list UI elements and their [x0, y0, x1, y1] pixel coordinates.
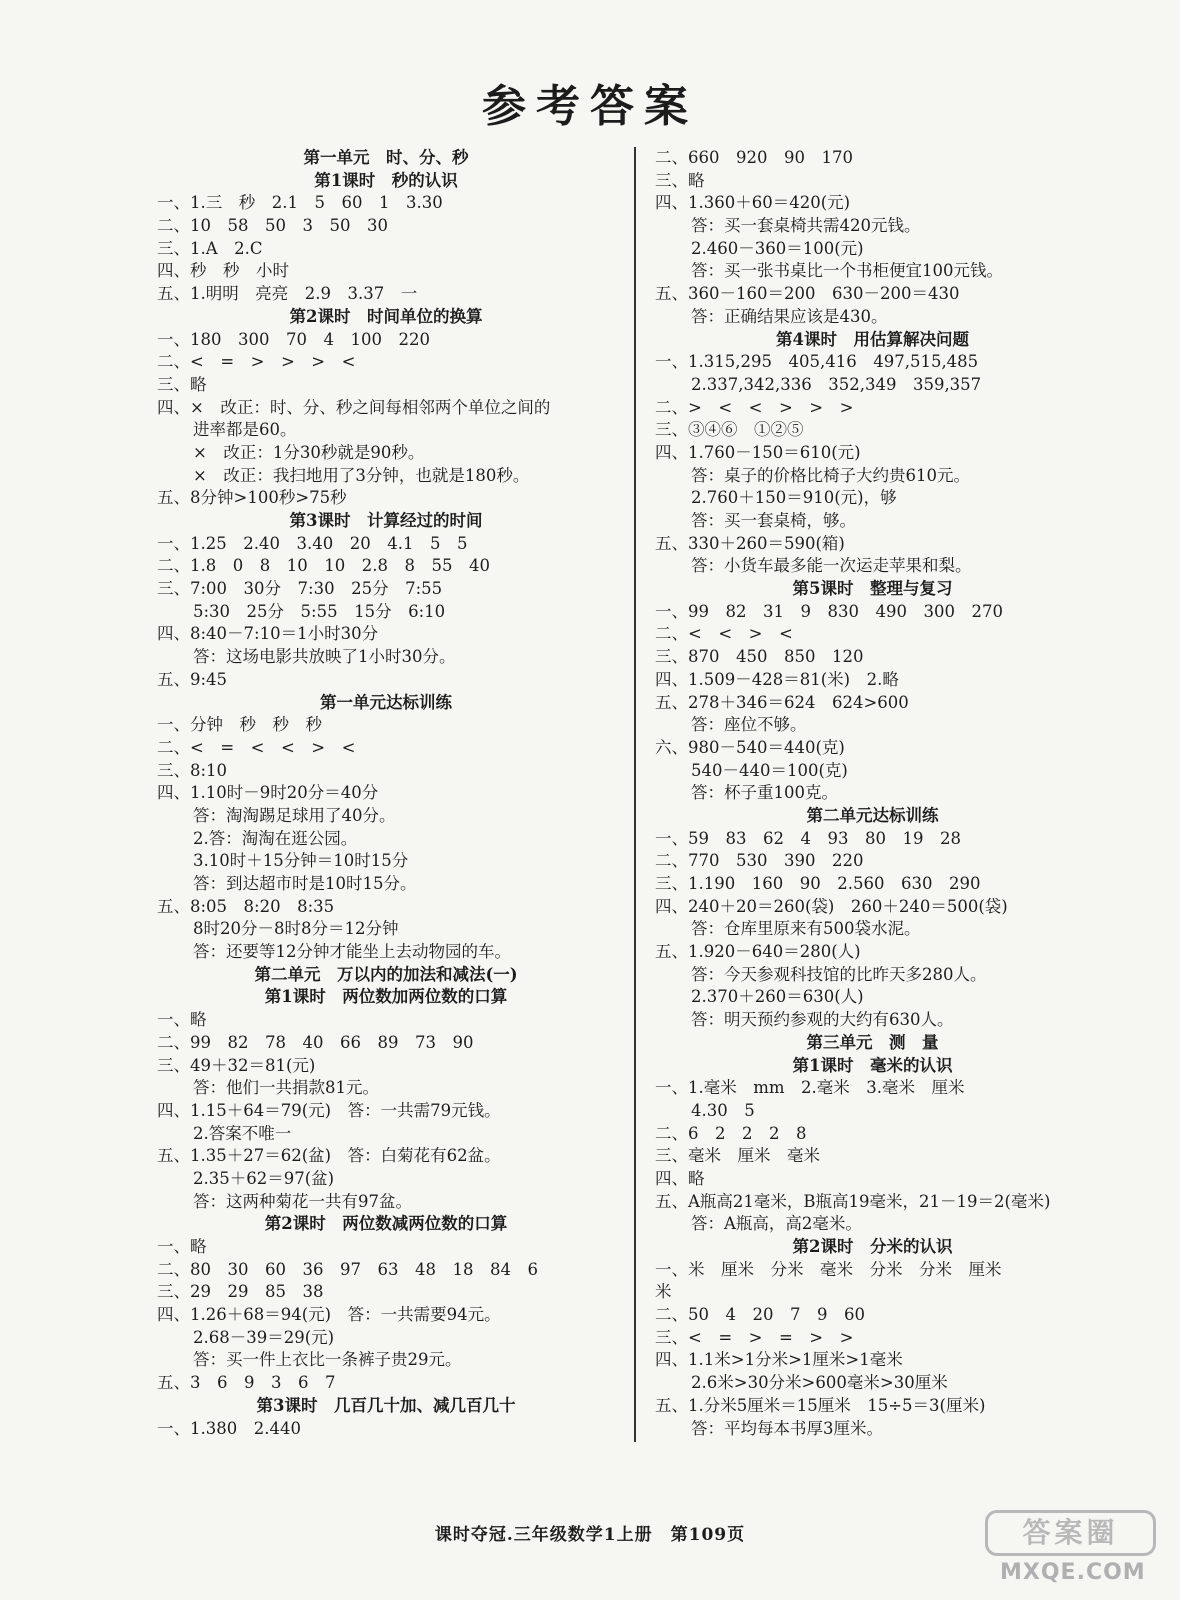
answer-line: 二、80 30 60 36 97 63 48 18 84 6: [157, 1259, 538, 1279]
answer-line: 五、1.35＋27＝62(盆) 答：白菊花有62盆。: [157, 1146, 501, 1166]
answer-line: 一、1.315,295 405,416 497,515,485: [655, 352, 979, 372]
answer-line: 一、59 83 62 4 93 80 19 28: [655, 828, 961, 848]
answer-line: 一、1.三 秒 2.1 5 60 1 3.30: [157, 193, 443, 213]
page-title: 参考答案: [482, 81, 698, 132]
answer-line: 三、29 29 85 38: [157, 1282, 324, 1302]
answer-line: × 改正：1分30秒就是90秒。: [193, 442, 425, 462]
answer-line: 五、A瓶高21毫米，B瓶高19毫米，21－19＝2(毫米): [655, 1191, 1051, 1211]
answer-line: 二、660 920 90 170: [655, 148, 853, 167]
answer-line: 2.460－360＝100(元): [691, 238, 864, 258]
answer-line: 三、1.190 160 90 2.560 630 290: [655, 874, 981, 893]
answer-line: 米: [655, 1282, 672, 1302]
answer-line: 2.760＋150＝910(元)，够: [691, 488, 897, 508]
answer-line: 2.68－39＝29(元): [193, 1327, 335, 1347]
answer-line: 540－440＝100(克): [691, 760, 848, 780]
answer-line: 答：今天参观科技馆的比昨天多280人。: [691, 964, 987, 984]
answer-line: 答：小货车最多能一次运走苹果和梨。: [691, 556, 972, 576]
answer-line: 答：买一张书桌比一个书柜便宜100元钱。: [691, 261, 1003, 281]
answer-line: 二、50 4 20 7 9 60: [655, 1305, 865, 1325]
answer-line: 三、毫米 厘米 毫米: [655, 1146, 820, 1166]
section-heading: 第5课时 整理与复习: [792, 579, 953, 599]
answer-line: 四、略: [655, 1168, 705, 1188]
answer-line: 二、> < < > > >: [655, 397, 854, 417]
answer-line: 一、180 300 70 4 100 220: [157, 329, 430, 349]
answer-line: 四、× 改正：时、分、秒之间每相邻两个单位之间的: [157, 397, 551, 417]
answer-line: 五、330＋260＝590(箱): [655, 533, 845, 553]
answer-line: 答：还要等12分钟才能坐上去动物园的车。: [193, 942, 511, 962]
answer-line: 2.6米>30分米>600毫米>30厘米: [691, 1373, 948, 1393]
answer-line: 三、49＋32＝81(元): [157, 1055, 316, 1075]
answer-line: 三、870 450 850 120: [655, 647, 864, 667]
answer-line: 二、770 530 390 220: [655, 851, 864, 871]
answer-column-right: [655, 147, 1090, 1440]
answer-line: 5:30 25分 5:55 15分 6:10: [193, 601, 446, 621]
section-heading: 第3课时 几百几十加、减几百几十: [256, 1395, 516, 1415]
answer-line: 一、米 厘米 分米 毫米 分米 分米 厘米: [655, 1259, 1002, 1279]
section-heading: 第2课时 分米的认识: [792, 1237, 953, 1256]
watermark-url: MXQE.COM: [1000, 1560, 1146, 1585]
answer-line: 四、1.360＋60＝420(元): [655, 193, 851, 213]
answer-line: 答：桌子的价格比椅子大约贵610元。: [691, 465, 970, 485]
answer-line: 五、9:45: [157, 669, 228, 689]
answer-line: 4.30 5: [691, 1100, 755, 1120]
answer-line: 答：淘淘踢足球用了40分。: [193, 805, 396, 825]
section-heading: 第3课时 计算经过的时间: [289, 511, 483, 530]
answer-line: 四、1.15＋64＝79(元) 答：一共需79元钱。: [157, 1100, 501, 1120]
section-heading: 第二单元 万以内的加法和减法(一): [254, 964, 518, 984]
section-heading: 第2课时 时间单位的换算: [289, 306, 483, 326]
answer-line: 2.35＋62＝97(盆): [193, 1168, 335, 1188]
answer-line: 一、略: [157, 1237, 207, 1256]
column-divider: [634, 147, 636, 1442]
answer-line: 四、8:40－7:10＝1小时30分: [157, 624, 379, 644]
answer-line: 四、1.760－150＝610(元): [655, 442, 861, 462]
answer-line: 三、8:10: [157, 760, 228, 780]
answer-line: 五、360－160＝200 630－200＝430: [655, 284, 960, 304]
watermark-logo: 答案圈: [985, 1510, 1156, 1556]
answer-line: 2.答：淘淘在逛公园。: [193, 828, 358, 848]
answer-line: 3.10时＋15分钟＝10时15分: [193, 851, 409, 871]
answer-line: 四、240＋20＝260(袋) 260＋240＝500(袋): [655, 896, 1008, 916]
answer-line: 四、秒 秒 小时: [157, 261, 289, 281]
answer-line: 答：座位不够。: [691, 715, 807, 735]
answer-line: 答：到达超市时是10时15分。: [193, 874, 417, 893]
answer-line: 六、980－540＝440(克): [655, 737, 845, 757]
answer-line: 答：买一套桌椅，够。: [691, 511, 856, 530]
answer-line: 五、3 6 9 3 6 7: [157, 1373, 336, 1393]
answer-line: 四、1.1米>1分米>1厘米>1毫米: [655, 1350, 903, 1370]
answer-column-left: [157, 147, 615, 1440]
answer-line: 二、99 82 78 40 66 89 73 90: [157, 1032, 474, 1052]
section-heading: 第一单元 时、分、秒: [303, 148, 469, 167]
answer-line: 三、7:00 30分 7:30 25分 7:55: [157, 579, 443, 599]
answer-line: 答：明天预约参观的大约有630人。: [691, 1010, 954, 1030]
answer-line: 二、1.8 0 8 10 10 2.8 8 55 40: [157, 556, 490, 576]
section-heading: 第4课时 用估算解决问题: [776, 329, 969, 349]
answer-line: 一、1.25 2.40 3.40 20 4.1 5 5: [157, 533, 468, 553]
answer-line: 答：A瓶高，高2毫米。: [691, 1214, 862, 1234]
answer-line: 答：这场电影共放映了1小时30分。: [193, 647, 456, 667]
answer-line: 四、1.10时－9时20分＝40分: [157, 783, 379, 803]
page-footer: 课时夺冠.三年级数学1上册 第109页: [434, 1525, 746, 1545]
answer-line: 二、6 2 2 2 8: [655, 1123, 807, 1143]
section-heading: 第二单元达标训练: [806, 805, 939, 825]
section-heading: 第1课时 毫米的认识: [792, 1055, 953, 1075]
answer-line: 答：他们一共捐款81元。: [193, 1078, 379, 1098]
answer-line: 答：这两种菊花一共有97盆。: [193, 1191, 412, 1211]
answer-line: 2.答案不唯一: [193, 1123, 292, 1143]
section-heading: 第1课时 秒的认识: [314, 170, 458, 190]
answer-line: 五、8分钟>100秒>75秒: [157, 488, 347, 508]
section-heading: 第三单元 测 量: [806, 1032, 939, 1052]
answer-line: 三、1.A 2.C: [157, 238, 263, 258]
answer-line: 五、1.明明 亮亮 2.9 3.37 一: [157, 284, 418, 304]
answer-line: 一、分钟 秒 秒 秒: [157, 715, 322, 735]
answer-line: 五、1.分米5厘米＝15厘米 15÷5＝3(厘米): [655, 1395, 986, 1415]
answer-line: 2.370＋260＝630(人): [691, 987, 864, 1007]
answer-line: 三、< = > = > >: [655, 1327, 854, 1347]
answer-line: 答：仓库里原来有500袋水泥。: [691, 919, 921, 939]
answer-line: 答：平均每本书厚3厘米。: [691, 1418, 883, 1438]
answer-line: 答：杯子重100克。: [691, 783, 838, 803]
answer-line: 四、1.509－428＝81(米) 2.略: [655, 669, 899, 689]
answer-line: 一、略: [157, 1010, 207, 1030]
answer-line: 答：买一件上衣比一条裤子贵29元。: [193, 1350, 462, 1370]
answer-line: 三、③④⑥ ①②⑤: [655, 420, 804, 440]
answer-line: 二、10 58 50 3 50 30: [157, 216, 388, 236]
answer-line: 二、< = > > > <: [157, 352, 356, 372]
answer-line: 答：正确结果应该是430。: [691, 306, 888, 326]
answer-line: 二、< = < < > <: [157, 737, 356, 757]
answer-line: 答：买一套桌椅共需420元钱。: [691, 216, 921, 236]
answer-line: 一、1.380 2.440: [157, 1418, 301, 1438]
answer-line: 二、< < > <: [655, 624, 793, 644]
answer-line: 三、略: [655, 170, 705, 190]
answer-line: × 改正：我扫地用了3分钟，也就是180秒。: [193, 465, 530, 485]
answer-line: 五、8:05 8:20 8:35: [157, 896, 335, 916]
section-heading: 第一单元达标训练: [320, 692, 452, 712]
answer-line: 一、1.毫米 mm 2.毫米 3.毫米 厘米: [655, 1078, 965, 1098]
answer-line: 五、1.920－640＝280(人): [655, 942, 861, 962]
answer-line: 五、278＋346＝624 624>600: [655, 692, 909, 712]
answer-line: 2.337,342,336 352,349 359,357: [691, 374, 982, 394]
answer-line: 8时20分－8时8分＝12分钟: [193, 919, 399, 939]
answer-line: 三、略: [157, 374, 207, 394]
answer-line: 一、99 82 31 9 830 490 300 270: [655, 601, 1003, 621]
answer-line: 进率都是60。: [193, 420, 297, 440]
answer-line: 四、1.26＋68＝94(元) 答：一共需要94元。: [157, 1305, 501, 1325]
section-heading: 第2课时 两位数减两位数的口算: [264, 1214, 508, 1234]
section-heading: 第1课时 两位数加两位数的口算: [264, 987, 508, 1007]
